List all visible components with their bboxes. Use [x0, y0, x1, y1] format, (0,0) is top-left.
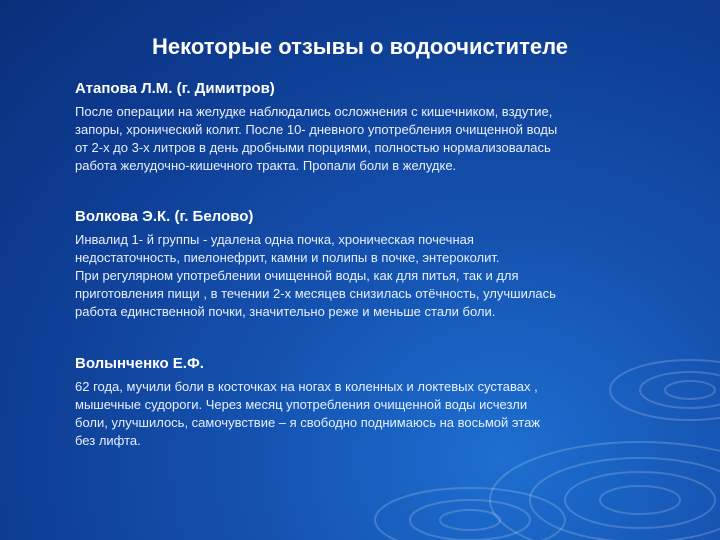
review-item [75, 208, 685, 321]
page-title: Некоторые отзывы о водоочистителе [151, 34, 569, 59]
review-item [75, 355, 685, 450]
review-author: Атапова Л.М. (г. Димитров) [75, 80, 275, 97]
review-author: Волкова Э.К. (г. Белово) [75, 208, 254, 225]
review-text: Инвалид 1- й группы - удалена одна почка, хроническая почечная недостаточность, пиелонефрит, камни и полипы в почке, энтероколит. При регулярном употреблении очищенной воды, как для питья, так и для приготовления пищи , в течении 2-х месяцев снизилась отёчность, улучшилась работа единственной почки, значительно реже и меньше стали боли. [75, 232, 556, 319]
review-author: Волынченко Е.Ф. [75, 355, 204, 372]
review-text: После операции на желудке наблюдались осложнения с кишечником, вздутие, запоры, хронический колит. После 10- дневного употребления очищенной воды от 2-х до 3-х литров в день дробными порциями, полностью нормализовалась работа желудочно-кишечного тракта. Пропали боли в желудке. [75, 104, 558, 173]
review-item [75, 80, 685, 175]
review-text: 62 года, мучили боли в косточках на ногах в коленных и локтевых суставах , мышечные судороги. Через месяц употребления очищенной воды исчезли боли, улучшилось, самочувствие – я свободно поднимаюсь на восьмой этаж без лифта. [75, 379, 540, 448]
